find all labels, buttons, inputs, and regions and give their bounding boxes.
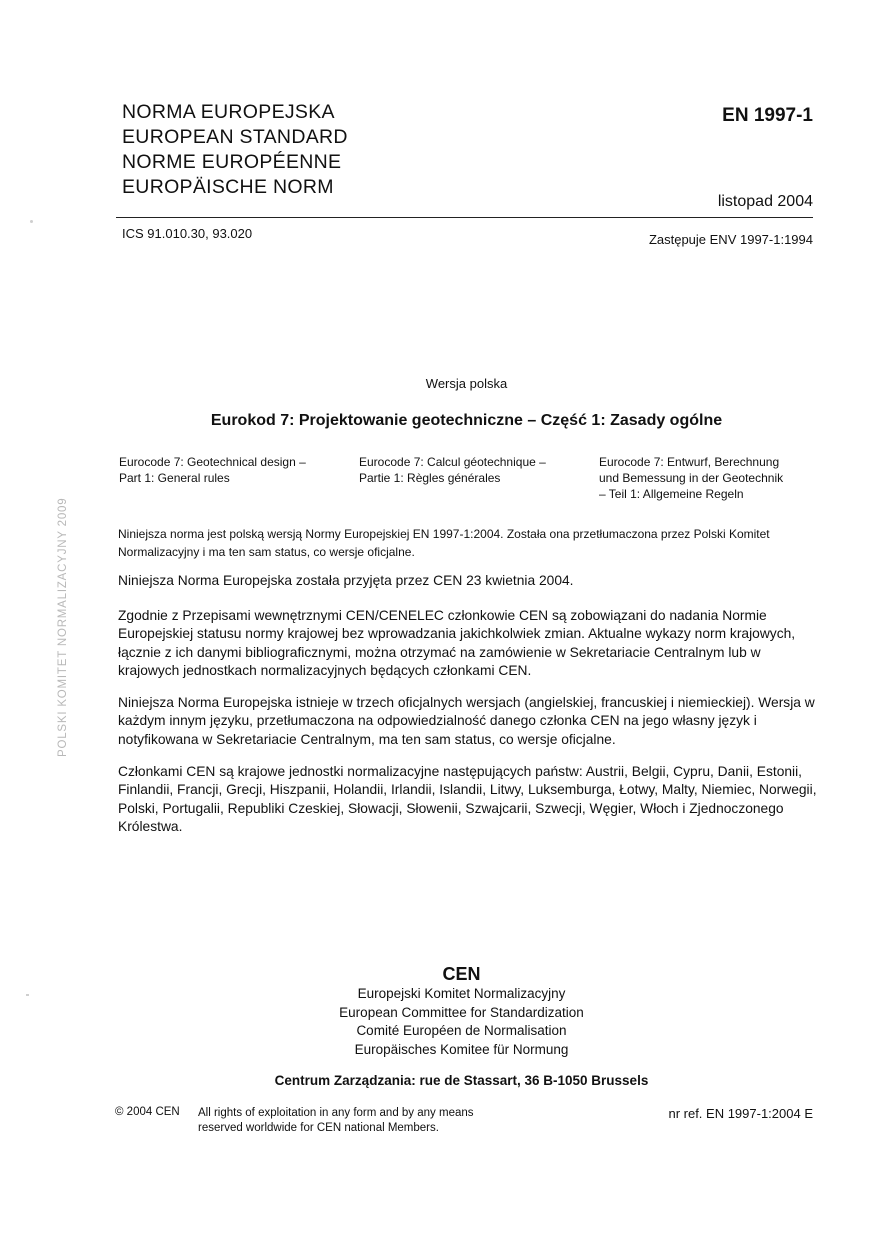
- replaces-note: Zastępuje ENV 1997-1:1994: [648, 232, 813, 247]
- title-english: EUROPEAN STANDARD: [122, 126, 348, 148]
- alt-title-line: Eurocode 7: Entwurf, Berechnung: [599, 455, 780, 469]
- cen-abbreviation: CEN: [442, 964, 481, 984]
- publication-date: listopad 2004: [717, 193, 813, 210]
- alt-title-english: [119, 454, 339, 486]
- cen-name-polish: Europejski Komitet Normalizacyjny: [357, 986, 566, 1001]
- title-french: NORME EUROPÉENNE: [122, 151, 342, 173]
- internal-rules-paragraph: Zgodnie z Przepisami wewnętrznymi CEN/CENELEC członkowie CEN są zobowiązani do nadania Normie Europejskiej statusu normy krajowej bez wprowadzania jakichkolwiek zmian. Aktualne wykazy norm krajowych, łącznie z ich danymi bibliograficznymi, można otrzymać na zamówienie w Sekretariacie Centralnym lub w krajowych jednostkach normalizacyjnych będących członkami CEN.: [118, 608, 796, 678]
- alt-title-french: [359, 454, 579, 486]
- cen-name-english: European Committee for Standardization: [339, 1004, 584, 1020]
- rights-statement: [198, 1106, 474, 1136]
- alt-title-line: Eurocode 7: Calcul géotechnique –: [359, 455, 546, 469]
- version-label: Wersja polska: [425, 376, 508, 391]
- title-german: EUROPÄISCHE NORM: [122, 176, 334, 198]
- scan-speck: [30, 220, 33, 223]
- rights-line: All rights of exploitation in any form and by any means: [198, 1107, 474, 1119]
- alt-title-line: – Teil 1: Allgemeine Regeln: [599, 487, 744, 501]
- alt-title-line: Part 1: General rules: [119, 471, 230, 485]
- members-paragraph: Członkami CEN są krajowe jednostki normalizacyjne następujących państw: Austrii, Belgii, Cypru, Danii, Estonii, Finlandii, Francji, Grecji, Hiszpanii, Holandii, Irlandii, Islandii, Litwy, Luksemburga, Łotwy, Malty, Niemiec, Norwegii, Polski, Portugalii, Republiki Czeskiej, Słowacji, Słowenii, Szwajcarii, Szwecji, Węgier, Włoch i Zjednoczonego Królestwa.: [118, 764, 817, 834]
- alt-title-line: und Bemessung in der Geotechnik: [599, 471, 784, 485]
- alt-title-line: Eurocode 7: Geotechnical design –: [119, 455, 306, 469]
- reference-number: nr ref. EN 1997-1:2004 E: [668, 1106, 813, 1121]
- side-watermark: POLSKI KOMITET NORMALIZACYJNY 2009: [57, 497, 69, 757]
- ics-codes: ICS 91.010.30, 93.020: [122, 226, 253, 241]
- header-divider: [116, 217, 813, 218]
- scan-speck: [26, 994, 29, 996]
- standard-number: EN 1997-1: [722, 105, 813, 126]
- multilingual-title-block: [122, 100, 348, 200]
- approval-paragraph: Niniejsza Norma Europejska została przyjęta przez CEN 23 kwietnia 2004.: [118, 573, 574, 588]
- copyright: © 2004 CEN: [115, 1106, 180, 1118]
- cen-name-french: Comité Européen de Normalisation: [356, 1023, 567, 1038]
- translation-note: Niniejsza norma jest polską wersją Normy Europejskiej EN 1997-1:2004. Została ona przetłumaczona przez Polski Komitet Normalizacyjny i ma ten sam status, co wersje oficjalne.: [118, 527, 770, 559]
- cen-block: [0, 963, 893, 1059]
- document-title: Eurokod 7: Projektowanie geotechniczne – Część 1: Zasady ogólne: [210, 412, 723, 429]
- rights-line: reserved worldwide for CEN national Members.: [198, 1122, 439, 1134]
- alt-title-german: [599, 454, 814, 502]
- cen-name-german: Europäisches Komitee für Normung: [354, 1041, 569, 1057]
- title-polish: NORMA EUROPEJSKA: [122, 101, 335, 123]
- cen-address: Centrum Zarządzania: rue de Stassart, 36 B-1050 Brussels: [274, 1073, 649, 1088]
- alt-title-line: Partie 1: Règles générales: [359, 471, 501, 485]
- official-versions-paragraph: Niniejsza Norma Europejska istnieje w trzech oficjalnych wersjach (angielskiej, francuskiej i niemieckiej). Wersja w każdym innym języku, przetłumaczona na odpowiedzialność danego członka CEN na jego własny język i notyfikowana w Sekretariacie Centralnym, ma ten sam status, co wersje oficjalne.: [118, 695, 815, 747]
